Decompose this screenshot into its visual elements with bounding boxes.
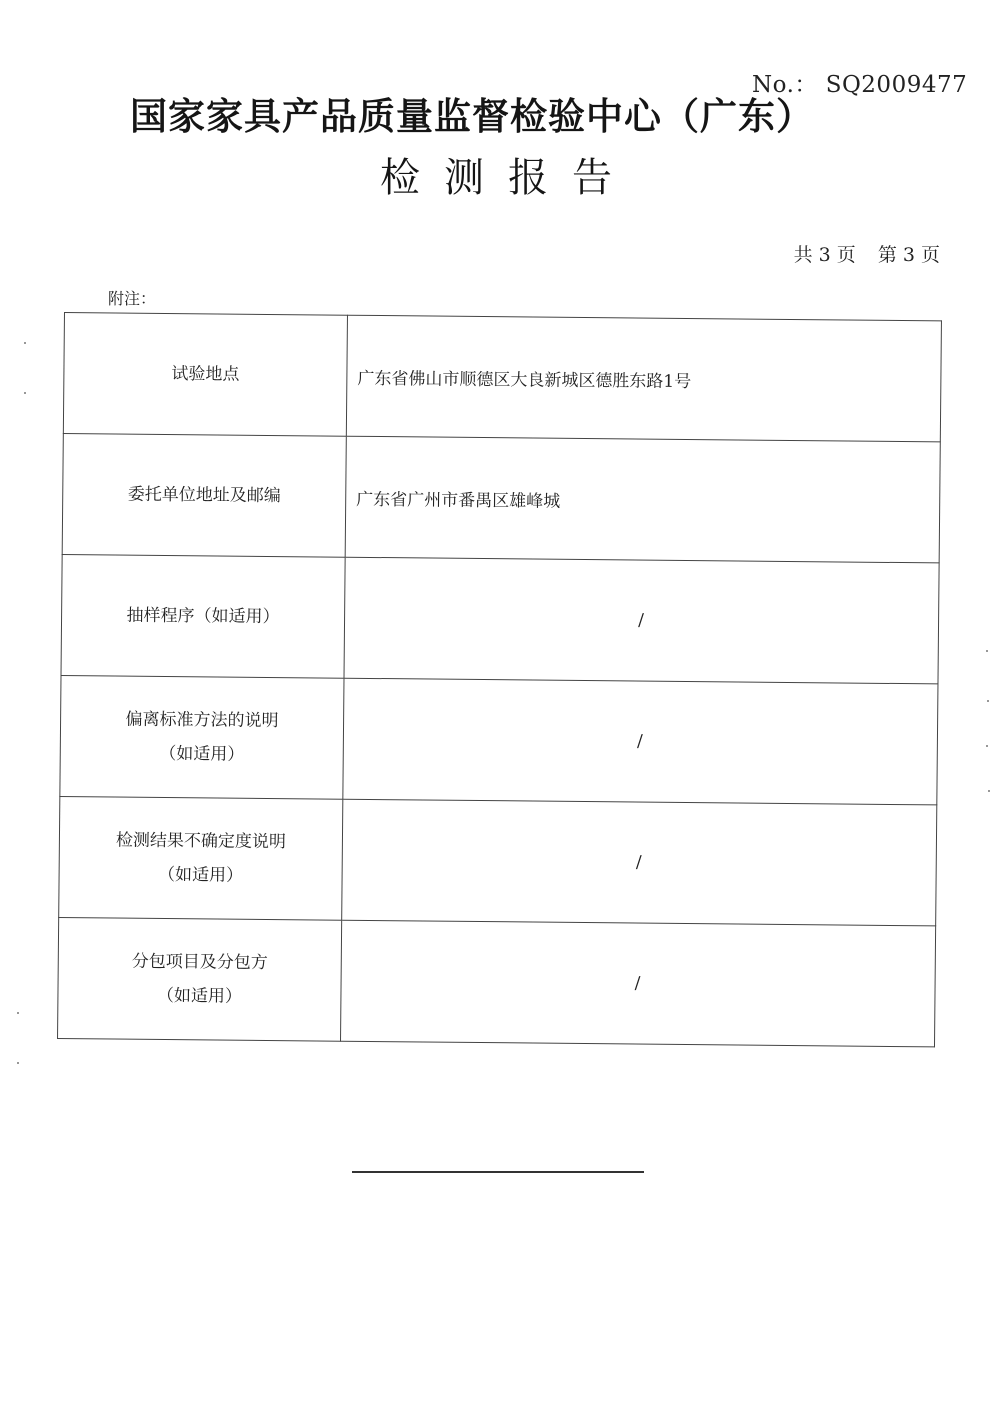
- report-title: 检测报告: [380, 155, 636, 201]
- row-label-line2: （如适用）: [159, 743, 245, 765]
- row-label-line1: 试验地点: [171, 364, 240, 385]
- table-row-client-address: [62, 433, 940, 562]
- scan-speck: [17, 1062, 19, 1064]
- row-value: /: [344, 557, 939, 684]
- row-label-line2: （如适用）: [156, 985, 243, 1007]
- row-label-line1: 委托单位地址及邮编: [127, 484, 281, 507]
- row-value: 广东省广州市番禺区雄峰城: [345, 436, 940, 563]
- page-current: 第 3 页: [877, 244, 940, 266]
- scan-speck: [17, 1012, 19, 1014]
- row-label: [60, 675, 344, 799]
- row-value: /: [341, 920, 936, 1047]
- table-row-sampling-procedure: [61, 554, 939, 683]
- scan-speck: [986, 745, 988, 747]
- row-label-line1: 分包项目及分包方: [131, 951, 268, 973]
- table-row-deviation: [60, 675, 938, 804]
- report-number: No.： SQ2009477: [752, 72, 968, 98]
- table-row-test-location: [63, 313, 941, 442]
- row-label: [62, 433, 346, 557]
- scan-speck: [986, 650, 988, 652]
- row-value: /: [342, 799, 937, 926]
- scan-speck: [988, 790, 990, 792]
- note-label: 附注：: [108, 289, 157, 308]
- page-total: 共 3 页: [793, 244, 856, 266]
- scan-speck: [987, 700, 989, 702]
- row-label-line1: 检测结果不确定度说明: [115, 830, 287, 853]
- end-rule: [352, 1171, 644, 1173]
- row-label: [61, 554, 345, 678]
- row-label-line1: 抽样程序（如适用）: [126, 605, 280, 628]
- row-value: /: [343, 678, 938, 805]
- scan-speck: [24, 392, 26, 394]
- row-label-line2: （如适用）: [158, 864, 244, 886]
- organization-title: 国家家具产品质量监督检验中心（广东）: [130, 94, 814, 138]
- row-label: [59, 796, 343, 920]
- table-row-subcontract: [58, 917, 936, 1046]
- table-row-uncertainty: [59, 796, 937, 925]
- info-table: [57, 312, 942, 1047]
- row-label: [58, 917, 342, 1041]
- scan-speck: [24, 342, 26, 344]
- row-value: 广东省佛山市顺德区大良新城区德胜东路1号: [346, 315, 941, 442]
- row-label-line1: 偏离标准方法的说明: [125, 709, 279, 732]
- page-info: [794, 240, 940, 267]
- row-label: [63, 313, 347, 437]
